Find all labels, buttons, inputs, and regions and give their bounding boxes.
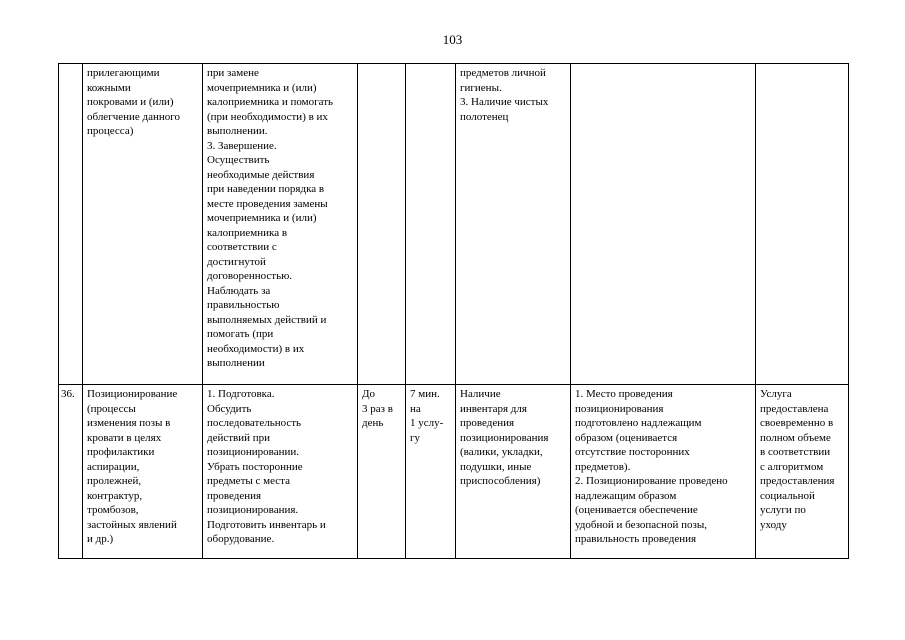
- page-number: 103: [442, 32, 463, 47]
- service-description-cell: при замене мочеприемника и (или) калоприемника и помогать (при необходимости) в их выполнении. 3. Завершение. Осуществить необходимые действия при наведении порядка в месте проведения замены мочеприемника и (или) калоприемника в соответствии с достигнутой договоренностью. Наблюдать за правильностью выполняемых действий и помогать (при необходимости) в их выполнении: [203, 64, 358, 385]
- services-table: [58, 63, 849, 559]
- row-number: 36.: [59, 385, 83, 559]
- quality-indicators-cell: 1. Место проведения позиционирования подготовлено надлежащим образом (оценивается отсутствие посторонних предметов). 2. Позиционирование проведено надлежащим образом (оценивается обеспечение удобной и безопасной позы, правильность проведения: [571, 385, 756, 559]
- conditions-cell: Наличие инвентаря для проведения позиционирования (валики, укладки, подушки, иные приспособления): [456, 385, 571, 559]
- service-description-cell: 1. Подготовка. Обсудить последовательность действий при позиционировании. Убрать посторонние предметы с места проведения позиционирования. Подготовить инвентарь и оборудование.: [203, 385, 358, 559]
- duration-cell: 7 мин. на 1 услу- гу: [406, 385, 456, 559]
- service-name-cell: Позиционирование (процессы изменения позы в кровати в целях профилактики аспирации, пролежней, контрактур, тромбозов, застойных явлений и др.): [83, 385, 203, 559]
- frequency-cell: До 3 раз в день: [358, 385, 406, 559]
- frequency-cell: [358, 64, 406, 385]
- row-number: [59, 64, 83, 385]
- evaluation-cell: [756, 64, 849, 385]
- quality-indicators-cell: [571, 64, 756, 385]
- duration-cell: [406, 64, 456, 385]
- evaluation-cell: Услуга предоставлена своевременно в полном объеме в соответствии с алгоритмом предоставления социальной услуги по уходу: [756, 385, 849, 559]
- conditions-cell: предметов личной гигиены. 3. Наличие чистых полотенец: [456, 64, 571, 385]
- table-row: [59, 385, 849, 559]
- table-row: [59, 64, 849, 385]
- service-name-cell: прилегающими кожными покровами и (или) облегчение данного процесса): [83, 64, 203, 385]
